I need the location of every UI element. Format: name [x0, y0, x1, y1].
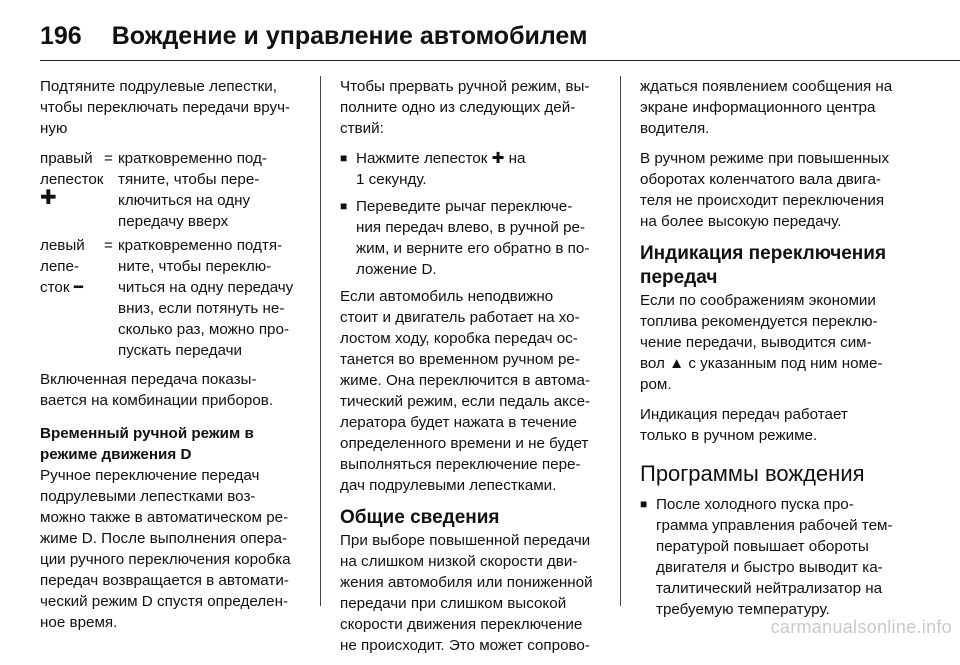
- text-line: топлива рекомендуется переклю-: [640, 313, 878, 330]
- text-line: экране информационного центра: [640, 99, 876, 116]
- manual-only-paragraph: [640, 404, 902, 446]
- text-line: лостом ходу, коробка передач ос-: [340, 330, 578, 347]
- text-line: талитический нейтрализатор на: [656, 580, 883, 597]
- text-line: определенного времени и не будет: [340, 435, 589, 452]
- text-line: ческий режим D спустя определен-: [40, 593, 289, 610]
- text-line: теля не происходит переключения: [640, 192, 885, 209]
- list-item: [640, 494, 902, 620]
- text-line: танется во временном ручном ре-: [340, 351, 580, 368]
- text-line: на более высокую передачу.: [640, 213, 842, 230]
- text-line: Индикация передач работает: [640, 406, 848, 423]
- text-line: жим, и верните его обратно в по-: [356, 240, 590, 257]
- page-header: [40, 18, 588, 54]
- column-divider-1: [320, 76, 321, 606]
- text-line: ную: [40, 120, 68, 137]
- text-line: передачи при слишком высокой: [340, 595, 567, 612]
- stationary-paragraph: [340, 286, 608, 496]
- definition-description: [118, 148, 308, 232]
- text-line: Индикация переключения: [640, 243, 887, 264]
- heading-shift-indication: [640, 242, 902, 290]
- text-line: ции ручного переключения коробка: [40, 551, 291, 568]
- text-line: ложение D.: [356, 261, 437, 278]
- text-line: ните, чтобы переклю-: [118, 258, 272, 275]
- continued-paragraph: [640, 76, 902, 139]
- text-line: ключиться на одну: [118, 192, 251, 209]
- text-line: Временный ручной режим в: [40, 425, 254, 442]
- text-line: Подтяните подрулевые лепестки,: [40, 78, 277, 95]
- text-line: пускать передачи: [118, 342, 243, 359]
- text-line: можно также в автоматическом ре-: [40, 509, 289, 526]
- text-line: вается на комбинации приборов.: [40, 392, 274, 409]
- text-line: вниз, если потянуть не-: [118, 300, 285, 317]
- text-line: лепесток: [40, 171, 104, 188]
- equals-sign: =: [104, 150, 113, 167]
- text-line: кратковременно подтя-: [118, 237, 283, 254]
- text-line: ное время.: [40, 614, 118, 631]
- text-line: левый: [40, 237, 85, 254]
- text-line: режиме движения D: [40, 446, 192, 463]
- text-line: водителя.: [640, 120, 710, 137]
- text-line: После холодного пуска про-: [656, 496, 854, 513]
- text-line: дач подрулевыми лепестками.: [340, 477, 557, 494]
- text-line: ствий:: [340, 120, 384, 137]
- text-line: жиме. Она переключится в автома-: [340, 372, 590, 389]
- text-line: При выборе повышенной передачи: [340, 532, 591, 549]
- text-line: 1 секунду.: [356, 171, 427, 188]
- header-rule: [40, 60, 960, 61]
- text-line: вол ▲ с указанным под ним номе-: [640, 355, 883, 372]
- text-line: скорости движения переключение: [340, 616, 583, 633]
- general-info-paragraph: [340, 530, 608, 656]
- definition-description: [118, 235, 308, 361]
- text-line: полните одно из следующих дей-: [340, 99, 576, 116]
- definition-left-paddle: [40, 235, 308, 361]
- text-line: грамма управления рабочей тем-: [656, 517, 893, 534]
- text-line: чение передачи, выводится сим-: [640, 334, 872, 351]
- page-number: 196: [40, 21, 82, 50]
- text-line: Ручное переключение передач: [40, 467, 260, 484]
- text-line: ром.: [640, 376, 672, 393]
- watermark: carmanualsonline.info: [770, 617, 952, 637]
- heading-general-info: Общие сведения: [340, 507, 500, 528]
- text-line: тяните, чтобы пере-: [118, 171, 260, 188]
- text-line: передачу вверх: [118, 213, 229, 230]
- list-item: [340, 196, 608, 280]
- text-line: ждаться появлением сообщения на: [640, 78, 893, 95]
- text-line: лепе-: [40, 258, 80, 275]
- gear-display-paragraph: [40, 369, 308, 411]
- text-line: Переведите рычаг переключе-: [356, 198, 573, 215]
- plus-icon: ✚: [40, 187, 57, 209]
- text-line: Чтобы прервать ручной режим, вы-: [340, 78, 590, 95]
- minus-icon: сток ━: [40, 279, 83, 296]
- text-line: оборотах коленчатого вала двига-: [640, 171, 881, 188]
- text-line: тический режим, если педаль аксе-: [340, 393, 591, 410]
- indication-paragraph: [640, 290, 902, 395]
- text-line: двигателя и быстро выводит ка-: [656, 559, 883, 576]
- text-line: не происходит. Это может сопрово-: [340, 637, 590, 654]
- bullet-square-icon: ■: [340, 151, 348, 165]
- heading-temporary-manual-mode: [40, 423, 308, 465]
- heading-driving-programs: Программы вождения: [640, 461, 865, 486]
- list-item: [340, 148, 608, 190]
- text-line: чтобы переключать передачи вруч-: [40, 99, 291, 116]
- text-line: сколько раз, можно про-: [118, 321, 290, 338]
- column-divider-2: [620, 76, 621, 606]
- text-line: стоит и двигатель работает на хо-: [340, 309, 580, 326]
- column-3: [640, 76, 902, 626]
- text-line: Нажмите лепесток ✚ на: [356, 150, 526, 167]
- intro-paragraph: [40, 76, 308, 139]
- paddle-definitions: [40, 148, 308, 361]
- interrupt-paragraph: [340, 76, 608, 139]
- page-title: Вождение и управление автомобилем: [111, 21, 588, 50]
- text-line: Если автомобиль неподвижно: [340, 288, 554, 305]
- text-line: жения автомобиля или пониженной: [340, 574, 593, 591]
- definition-right-paddle: [40, 148, 308, 232]
- text-line: правый: [40, 150, 93, 167]
- text-line: передач возвращается в автомати-: [40, 572, 289, 589]
- text-line: ния передач влево, в ручной ре-: [356, 219, 586, 236]
- bullet-square-icon: ■: [640, 497, 648, 511]
- definition-term: [40, 148, 104, 232]
- text-line: передач: [640, 267, 718, 288]
- column-2: [340, 76, 608, 665]
- text-line: лератора будет нажата в течение: [340, 414, 577, 431]
- text-line: В ручном режиме при повышенных: [640, 150, 890, 167]
- text-line: требуемую температуру.: [656, 601, 830, 618]
- text-line: жиме D. После выполнения опера-: [40, 530, 288, 547]
- definition-term: [40, 235, 104, 361]
- text-line: Включенная передача показы-: [40, 371, 257, 388]
- high-rpm-paragraph: [640, 148, 902, 232]
- column-1: [40, 76, 308, 642]
- text-line: кратковременно под-: [118, 150, 267, 167]
- temporary-mode-paragraph: [40, 465, 308, 633]
- text-line: Если по соображениям экономии: [640, 292, 876, 309]
- text-line: выполняться переключение пере-: [340, 456, 581, 473]
- bullet-square-icon: ■: [340, 199, 348, 213]
- equals-sign: =: [104, 237, 113, 254]
- text-line: на слишком низкой скорости дви-: [340, 553, 578, 570]
- text-line: читься на одну передачу: [118, 279, 294, 296]
- text-line: подрулевыми лепестками воз-: [40, 488, 256, 505]
- text-line: только в ручном режиме.: [640, 427, 818, 444]
- text-line: пературой повышает обороты: [656, 538, 869, 555]
